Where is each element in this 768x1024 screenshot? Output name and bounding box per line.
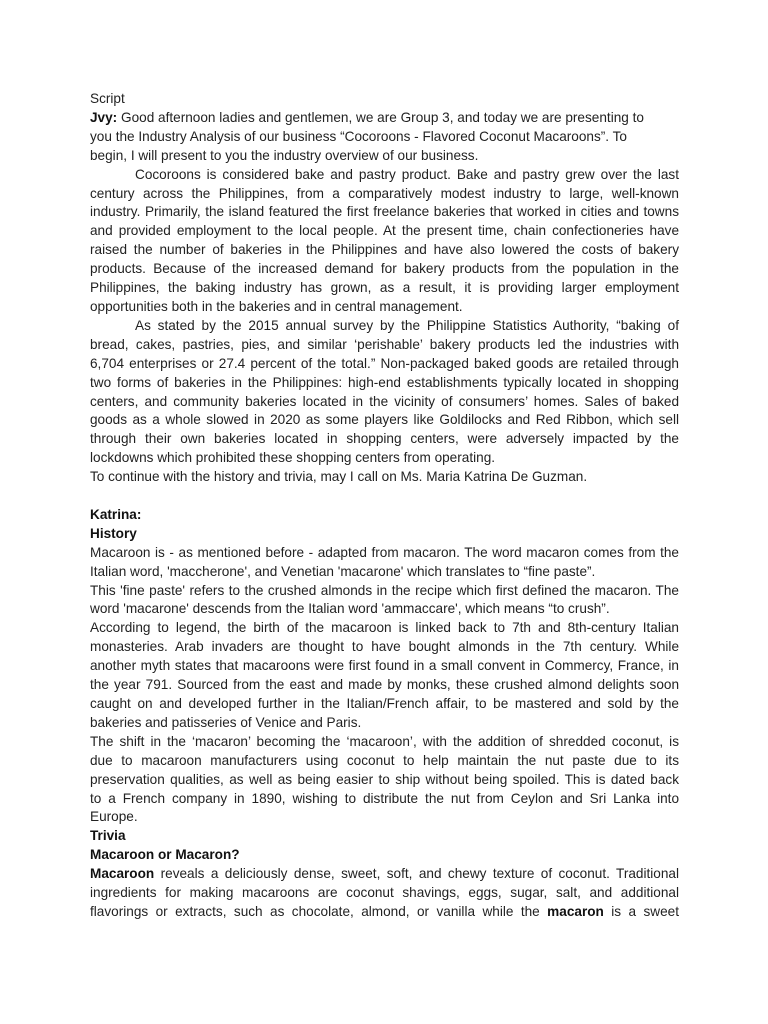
bold-term-macaroon: Macaroon [90,866,155,882]
paragraph-line: opportunities both in the bakeries and in central management. [90,298,463,314]
document-page [90,90,679,922]
paragraph-line: raised the number of bakeries in the Philippines and have also lowered the costs of bakery [90,242,679,258]
paragraph-line: goods as a whole slowed in 2020 as some players like Goldilocks and Red Ribbon, which sell [90,412,679,428]
trivia-text-3b: is a sweet [603,903,679,919]
speaker-jvy: Jvy: [90,109,118,125]
paragraph-line: monasteries. Arab invaders are thought to have bought almonds in the 7th century. While [90,639,679,655]
handoff-line: To continue with the history and trivia, may I call on Ms. Maria Katrina De Guzman. [90,469,588,485]
trivia-heading: Trivia [90,828,126,844]
paragraph-line: This 'fine paste' refers to the crushed almonds in the recipe which first defined the macaron. The [90,582,679,598]
jvy-intro-line-3: begin, I will present to you the industry overview of our business. [90,147,479,163]
jvy-intro-text-1: Good afternoon ladies and gentlemen, we are Group 3, and today we are presenting to [117,109,644,125]
paragraph-line: the year 791. Sourced from the east and made by monks, these crushed almond delights soon [90,677,679,693]
bold-term-macaron: macaron [547,903,604,919]
paragraph-line: century across the Philippines, from a comparatively modest industry to large, well-known [90,185,679,201]
paragraph-line: centers, and community bakeries located in the vicinity of consumers’ homes. Sales of baked [90,393,679,409]
paragraph-line: Macaroon is - as mentioned before - adapted from macaron. The word macaron comes from the [90,544,679,560]
jvy-intro-line-2: you the Industry Analysis of our business “Cocoroons - Flavored Coconut Macaroons”. To [90,128,627,144]
trivia-line-3 [90,903,679,922]
paragraph-line: products. Because of the increased demand for bakery products from the population in the [90,261,679,277]
paragraph-line: another myth states that macaroons were first found in a small convent in Commercy, France, in [90,658,679,674]
paragraph-line: due to macaroon manufacturers using coconut to help maintain the nut paste due to its [90,752,679,768]
trivia-text-3a: flavorings or extracts, such as chocolate, almond, or vanilla while the [90,903,548,919]
paragraph-line: Italian word, 'maccherone', and Venetian 'macarone' which translates to “fine paste”. [90,563,596,579]
paragraph-line: bakeries and patisseries of Venice and Paris. [90,714,362,730]
paragraph-line: and provided employment to the local people. At the present time, chain confectioneries have [90,223,679,239]
paragraph-line: lockdowns which prohibited these shopping centers from operating. [90,450,496,466]
paragraph-line: through their own bakeries located in shopping centers, were adversely impacted by the [90,431,679,447]
paragraph-line: Cocoroons is considered bake and pastry product. Bake and pastry grew over the last [135,166,679,182]
paragraph-line: to a French company in 1890, wishing to distribute the nut from Ceylon and Sri Lanka into [90,790,679,806]
trivia-line-1 [90,865,679,884]
paragraph-line: industry. Primarily, the island featured the first freelance bakeries that worked in cities and towns [90,204,679,220]
history-heading: History [90,525,137,541]
trivia-subheading: Macaroon or Macaron? [90,847,240,863]
paragraph-line: preservation qualities, as well as being easier to ship without being spoiled. This is dated back [90,771,679,787]
paragraph-line: As stated by the 2015 annual survey by the Philippine Statistics Authority, “baking of [135,317,679,333]
trivia-text-1: reveals a deliciously dense, sweet, soft, and chewy texture of coconut. Traditional [154,866,679,882]
doc-title: Script [90,91,125,106]
paragraph-line: bread, cakes, pastries, pies, and similar ‘perishable’ bakery products led the industries with [90,336,679,352]
trivia-line-2: ingredients for making macaroons are coconut shavings, eggs, sugar, salt, and additional [90,885,679,901]
paragraph-line: two forms of bakeries in the Philippines: high-end establishments typically located in shopping [90,374,679,390]
jvy-intro-line-1 [90,109,679,128]
paragraph-line: According to legend, the birth of the macaroon is linked back to 7th and 8th-century Italian [90,620,679,636]
paragraph-line: Philippines, the baking industry has grown, as a result, it is providing larger employment [90,280,679,296]
paragraph-line: Europe. [90,809,138,825]
paragraph-line: The shift in the ‘macaron’ becoming the ‘macaroon’, with the addition of shredded coconut, is [90,733,679,749]
speaker-katrina: Katrina: [90,506,142,522]
blank-line [90,487,679,506]
paragraph-line: caught on and developed further in the Italian/French affair, to be mastered and sold by the [90,695,679,711]
paragraph-line: 6,704 enterprises or 27.4 percent of the total.” Non-packaged baked goods are retailed through [90,355,679,371]
paragraph-line: word 'macarone' descends from the Italian word 'ammaccare', which means “to crush”. [90,601,610,617]
